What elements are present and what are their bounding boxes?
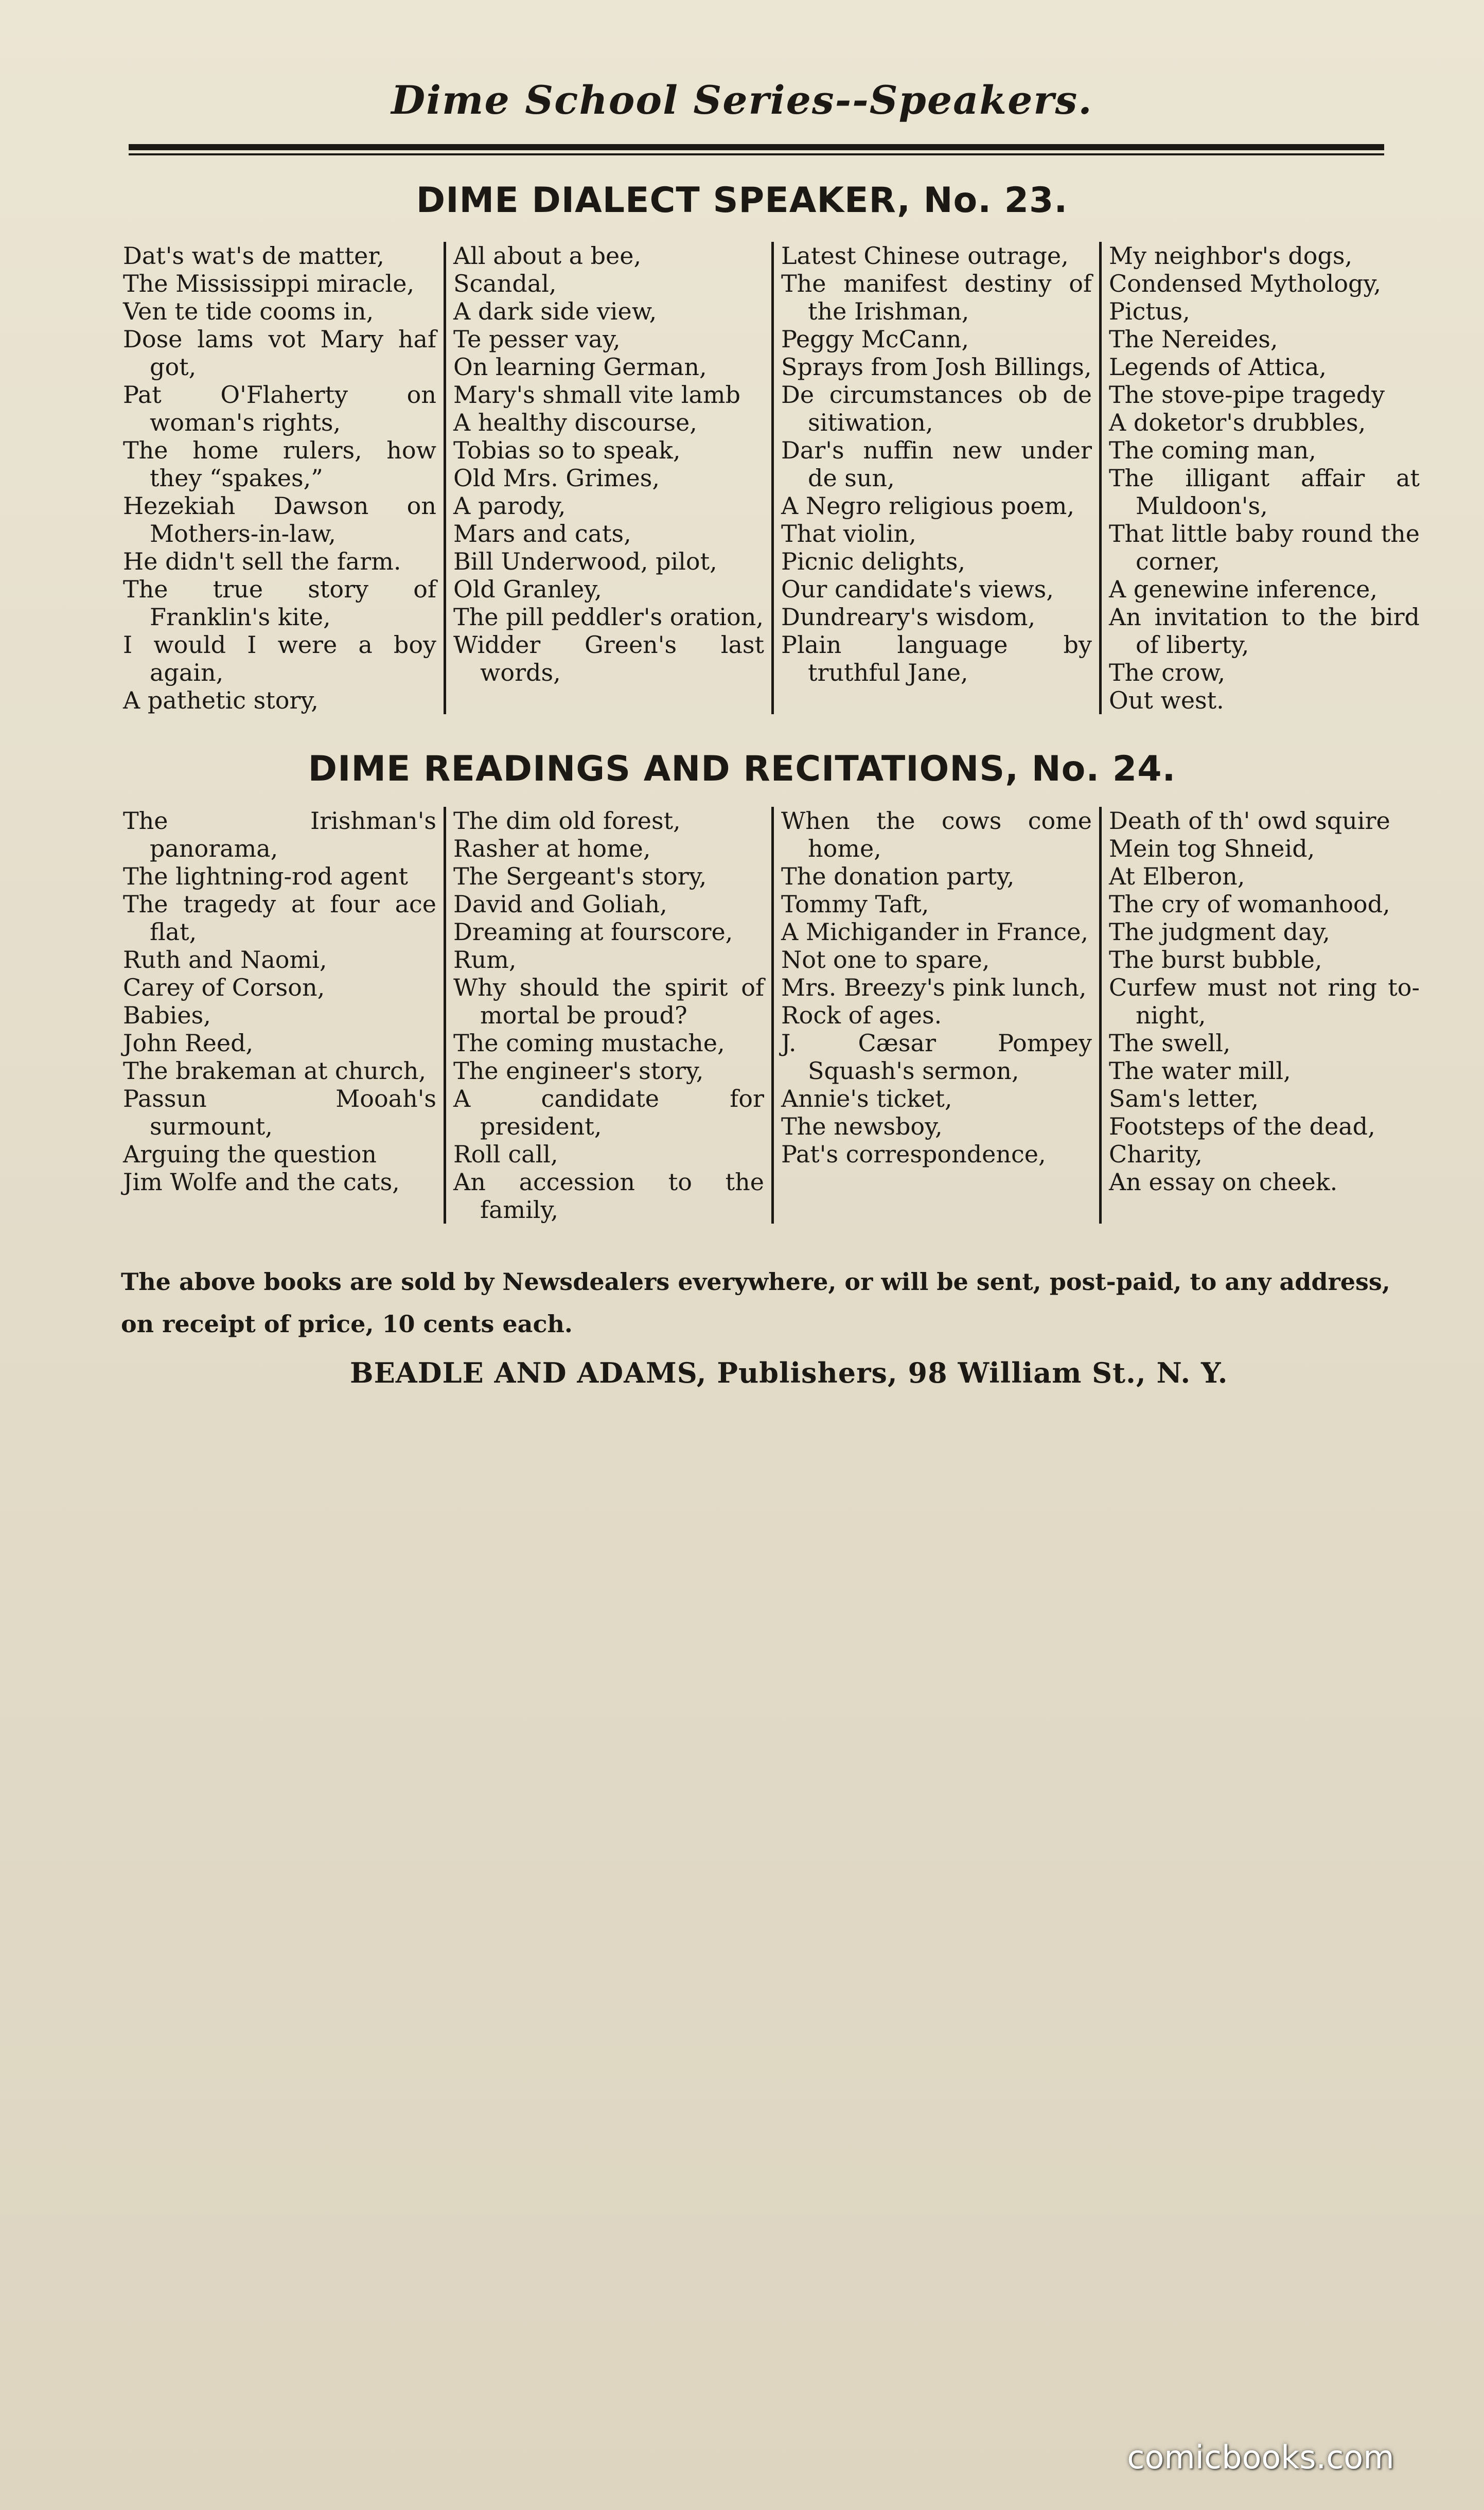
contents-entry: An accession to the family, [453,1168,764,1224]
header-rule-thin [129,153,1384,155]
contents-entry: Mars and cats, [453,520,631,547]
section-title-dialect-speaker: DIME DIALECT SPEAKER, No. 23. [416,180,1068,221]
contents-entry: Out west. [1109,686,1224,714]
contents-entry: A genewine inference, [1109,575,1377,603]
contents-entry: Dreaming at fourscore, [453,918,733,946]
contents-entry: Pictus, [1109,297,1190,325]
contents-entry: Death of th' owd squire [1109,807,1390,835]
contents-entry: Scandal, [453,270,557,297]
contents-entry: Dundreary's wisdom, [781,603,1036,631]
contents-entry: The home rulers, how they “spakes,” [123,436,436,492]
contents-entry: An invitation to the bird of liberty, [1109,603,1420,659]
contents-entry: That violin, [781,520,916,547]
contents-entry: A Negro religious poem, [781,492,1075,520]
contents-entry: He didn't sell the farm. [123,547,401,575]
contents-entry: When the cows come home, [781,807,1092,862]
contents-entry: The engineer's story, [453,1057,704,1085]
contents-entry: A pathetic story, [123,686,319,714]
header-rule [129,144,1384,150]
contents-entry: The donation party, [781,862,1015,890]
contents-entry: Mein tog Shneid, [1109,835,1315,862]
contents-entry: John Reed, [123,1029,254,1057]
contents-entry: My neighbor's dogs, [1109,242,1353,270]
contents-entry: A healthy discourse, [453,409,697,436]
contents-entry: The pill peddler's oration, [453,603,764,631]
contents-entry: A doketor's drubbles, [1109,409,1366,436]
publisher-imprint: BEADLE AND ADAMS, Publishers, 98 William St., N. Y. [350,1356,1228,1389]
contents-entry: Mrs. Breezy's pink lunch, [781,974,1087,1001]
contents-entry: The dim old forest, [453,807,681,835]
contents-entry: The manifest destiny of the Irishman, [781,270,1092,325]
contents-entry: Dat's wat's de matter, [123,242,384,270]
contents-entry: I would I were a boy again, [123,631,436,686]
contents-entry: Legends of Attica, [1109,353,1327,381]
contents-entry: The Mississippi miracle, [123,270,415,297]
contents-entry: At Elberon, [1109,862,1245,890]
watermark-text: comicbooks.com [1127,2438,1394,2476]
contents-entry: Rock of ages. [781,1001,942,1029]
contents-entry: De circumstances ob de sitiwation, [781,381,1092,436]
contents-column [444,807,771,1224]
contents-entry: Tobias so to speak, [453,436,681,464]
contents-entry: The water mill, [1109,1057,1291,1085]
contents-entry: Old Granley, [453,575,602,603]
contents-entry: That little baby round the corner, [1109,520,1420,575]
contents-entry: Ruth and Naomi, [123,946,327,974]
contents-entry: The tragedy at four ace flat, [123,890,436,946]
contents-entry: The Sergeant's story, [453,862,707,890]
section-title-readings-recitations: DIME READINGS AND RECITATIONS, No. 24. [308,749,1176,789]
contents-entry: Not one to spare, [781,946,990,974]
running-head: Dime School Series--Speakers. [391,77,1093,123]
contents-entry: Ven te tide cooms in, [123,297,374,325]
contents-entry: The illigant affair at Muldoon's, [1109,464,1420,520]
contents-entry: The Nereides, [1109,325,1278,353]
contents-entry: The Irishman's panorama, [123,807,436,862]
contents-entry: The judgment day, [1109,918,1330,946]
contents-entry: Carey of Corson, [123,974,325,1001]
contents-entry: An essay on cheek. [1109,1168,1338,1196]
contents-entry: Dose lams vot Mary haf got, [123,325,436,381]
contents-entry: Mary's shmall vite lamb [453,381,740,409]
contents-column [771,242,1099,714]
contents-entry: Hezekiah Dawson on Mothers-in-law, [123,492,436,547]
contents-entry: The crow, [1109,659,1226,686]
contents-entry: Dar's nuffin new under de sun, [781,436,1092,492]
contents-column [771,807,1099,1224]
contents-entry: Passun Mooah's surmount, [123,1085,436,1140]
contents-column [116,242,444,714]
contents-column [1099,242,1427,714]
contents-entry: A candidate for president, [453,1085,764,1140]
contents-entry: On learning German, [453,353,707,381]
contents-entry: Sam's letter, [1109,1085,1259,1112]
contents-entry: Annie's ticket, [781,1085,952,1112]
contents-entry: The brakeman at church, [123,1057,426,1085]
contents-entry: Peggy McCann, [781,325,969,353]
contents-entry: The swell, [1109,1029,1231,1057]
contents-entry: Roll call, [453,1140,558,1168]
contents-entry: David and Goliah, [453,890,667,918]
dialect-speaker-contents [116,242,1428,714]
contents-entry: The coming man, [1109,436,1316,464]
contents-entry: Old Mrs. Grimes, [453,464,660,492]
contents-entry: Why should the spirit of mortal be proud? [453,974,764,1029]
contents-entry: The burst bubble, [1109,946,1322,974]
contents-entry: Rasher at home, [453,835,651,862]
contents-column [1099,807,1427,1224]
contents-entry: Plain language by truthful Jane, [781,631,1092,686]
contents-entry: Babies, [123,1001,211,1029]
contents-entry: Pat O'Flaherty on woman's rights, [123,381,436,436]
contents-entry: The cry of womanhood, [1109,890,1390,918]
contents-entry: Footsteps of the dead, [1109,1112,1375,1140]
contents-entry: The coming mustache, [453,1029,725,1057]
contents-entry: The true story of Franklin's kite, [123,575,436,631]
contents-entry: All about a bee, [453,242,642,270]
contents-entry: Widder Green's last words, [453,631,764,686]
contents-entry: Latest Chinese outrage, [781,242,1069,270]
contents-entry: A parody, [453,492,566,520]
contents-entry: Our candidate's views, [781,575,1054,603]
contents-entry: Pat's correspondence, [781,1140,1046,1168]
readings-recitations-contents [116,807,1428,1224]
contents-entry: The lightning-rod agent [123,862,409,890]
contents-entry: Picnic delights, [781,547,966,575]
contents-column [116,807,444,1224]
contents-entry: The stove-pipe tragedy [1109,381,1385,409]
contents-entry: The newsboy, [781,1112,943,1140]
sales-notice: The above books are sold by Newsdealers everywhere, or will be sent, post-paid, to any address, on receipt of price, 10 cents each. [121,1268,1390,1338]
watermark [1060,2429,1461,2485]
contents-entry: Charity, [1109,1140,1203,1168]
contents-entry: Arguing the question [123,1140,377,1168]
contents-entry: Bill Underwood, pilot, [453,547,717,575]
contents-entry: A Michigander in France, [781,918,1089,946]
contents-entry: Rum, [453,946,517,974]
contents-entry: Sprays from Josh Billings, [781,353,1092,381]
contents-entry: J. Cæsar Pompey Squash's sermon, [781,1029,1092,1085]
contents-entry: Jim Wolfe and the cats, [123,1168,400,1196]
contents-entry: A dark side view, [453,297,657,325]
contents-entry: Te pesser vay, [453,325,621,353]
contents-entry: Condensed Mythology, [1109,270,1381,297]
contents-entry: Tommy Taft, [781,890,929,918]
contents-column [444,242,771,714]
contents-entry: Curfew must not ring to-night, [1109,974,1420,1029]
